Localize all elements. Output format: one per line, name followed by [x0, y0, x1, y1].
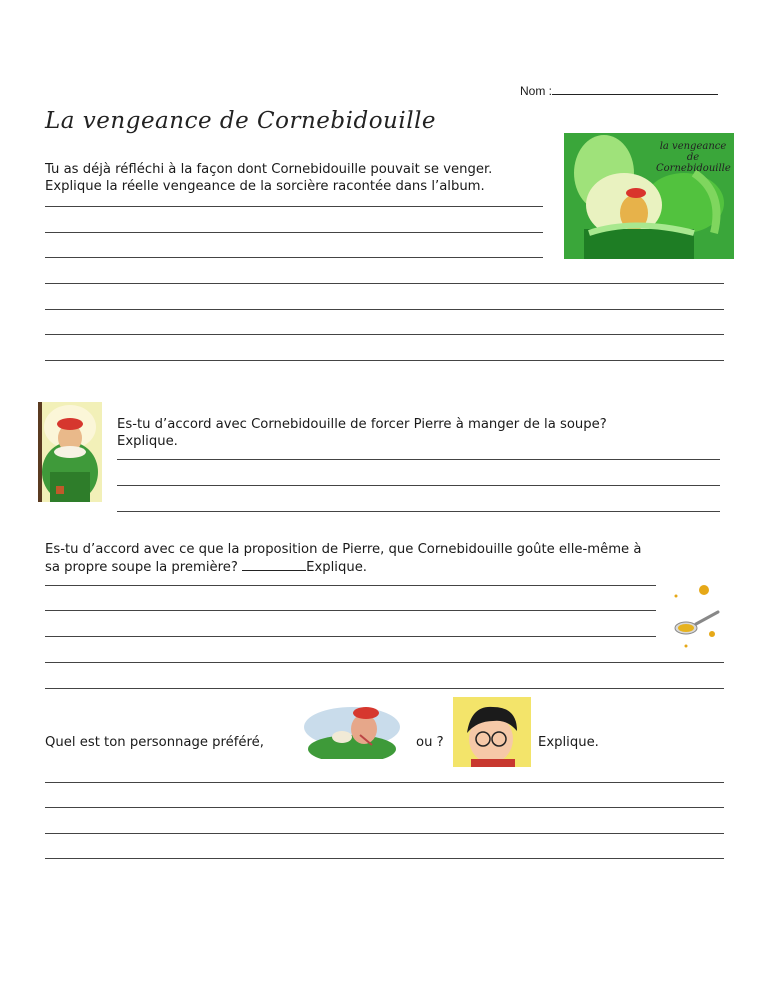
answer-line[interactable] [45, 833, 724, 834]
witch-face-image[interactable] [302, 697, 405, 759]
answer-line[interactable] [45, 257, 543, 258]
answer-line[interactable] [45, 807, 724, 808]
answer-line[interactable] [45, 334, 724, 335]
question-3-line-2-start: sa propre soupe la première? [45, 560, 238, 575]
page-title: La vengeance de Cornebidouille [45, 108, 437, 134]
pierre-face-image[interactable] [453, 697, 531, 767]
question-4-text: Quel est ton personnage préféré, [45, 735, 264, 750]
name-field[interactable] [520, 83, 718, 98]
pierre-face-icon [453, 697, 531, 767]
book-cover-image [564, 133, 734, 259]
name-label: Nom : [520, 84, 553, 98]
answer-line[interactable] [45, 610, 656, 611]
answer-line[interactable] [117, 511, 720, 512]
answer-line[interactable] [45, 283, 724, 284]
question-1-line-1: Tu as déjà réfléchi à la façon dont Cornebidouille pouvait se venger. [45, 162, 493, 177]
answer-line[interactable] [45, 360, 724, 361]
answer-line[interactable] [45, 782, 724, 783]
answer-line[interactable] [117, 485, 720, 486]
answer-line[interactable] [45, 662, 724, 663]
answer-line[interactable] [117, 459, 720, 460]
witch-portrait-icon [38, 402, 102, 502]
question-4-explain: Explique. [538, 735, 599, 750]
answer-line[interactable] [45, 688, 724, 689]
question-3-line-1: Es-tu d’accord avec ce que la proposition de Pierre, que Cornebidouille goûte elle-même à [45, 542, 642, 557]
soup-spoon-image [666, 582, 724, 650]
soup-spoon-icon [666, 582, 724, 650]
answer-line[interactable] [45, 636, 656, 637]
question-3-line-2 [45, 558, 641, 576]
answer-line[interactable] [45, 232, 543, 233]
question-2-text [117, 416, 607, 450]
witch-portrait-image [38, 402, 102, 502]
name-blank-line[interactable] [552, 83, 718, 95]
question-3-explain: Explique. [306, 560, 367, 575]
answer-line[interactable] [45, 585, 656, 586]
question-3-text [45, 541, 641, 576]
answer-line[interactable] [45, 309, 724, 310]
question-2-line-1: Es-tu d’accord avec Cornebidouille de forcer Pierre à manger de la soupe? [117, 417, 607, 432]
cover-title: la vengeance de Cornebidouille [656, 141, 731, 174]
question-1-text [45, 161, 492, 195]
witch-face-icon [302, 697, 405, 759]
question-2-line-2: Explique. [117, 434, 178, 449]
question-1-line-2: Explique la réelle vengeance de la sorcière racontée dans l’album. [45, 179, 485, 194]
answer-line[interactable] [45, 858, 724, 859]
yes-no-blank[interactable] [242, 558, 306, 571]
or-label: ou ? [416, 735, 444, 750]
answer-line[interactable] [45, 206, 543, 207]
